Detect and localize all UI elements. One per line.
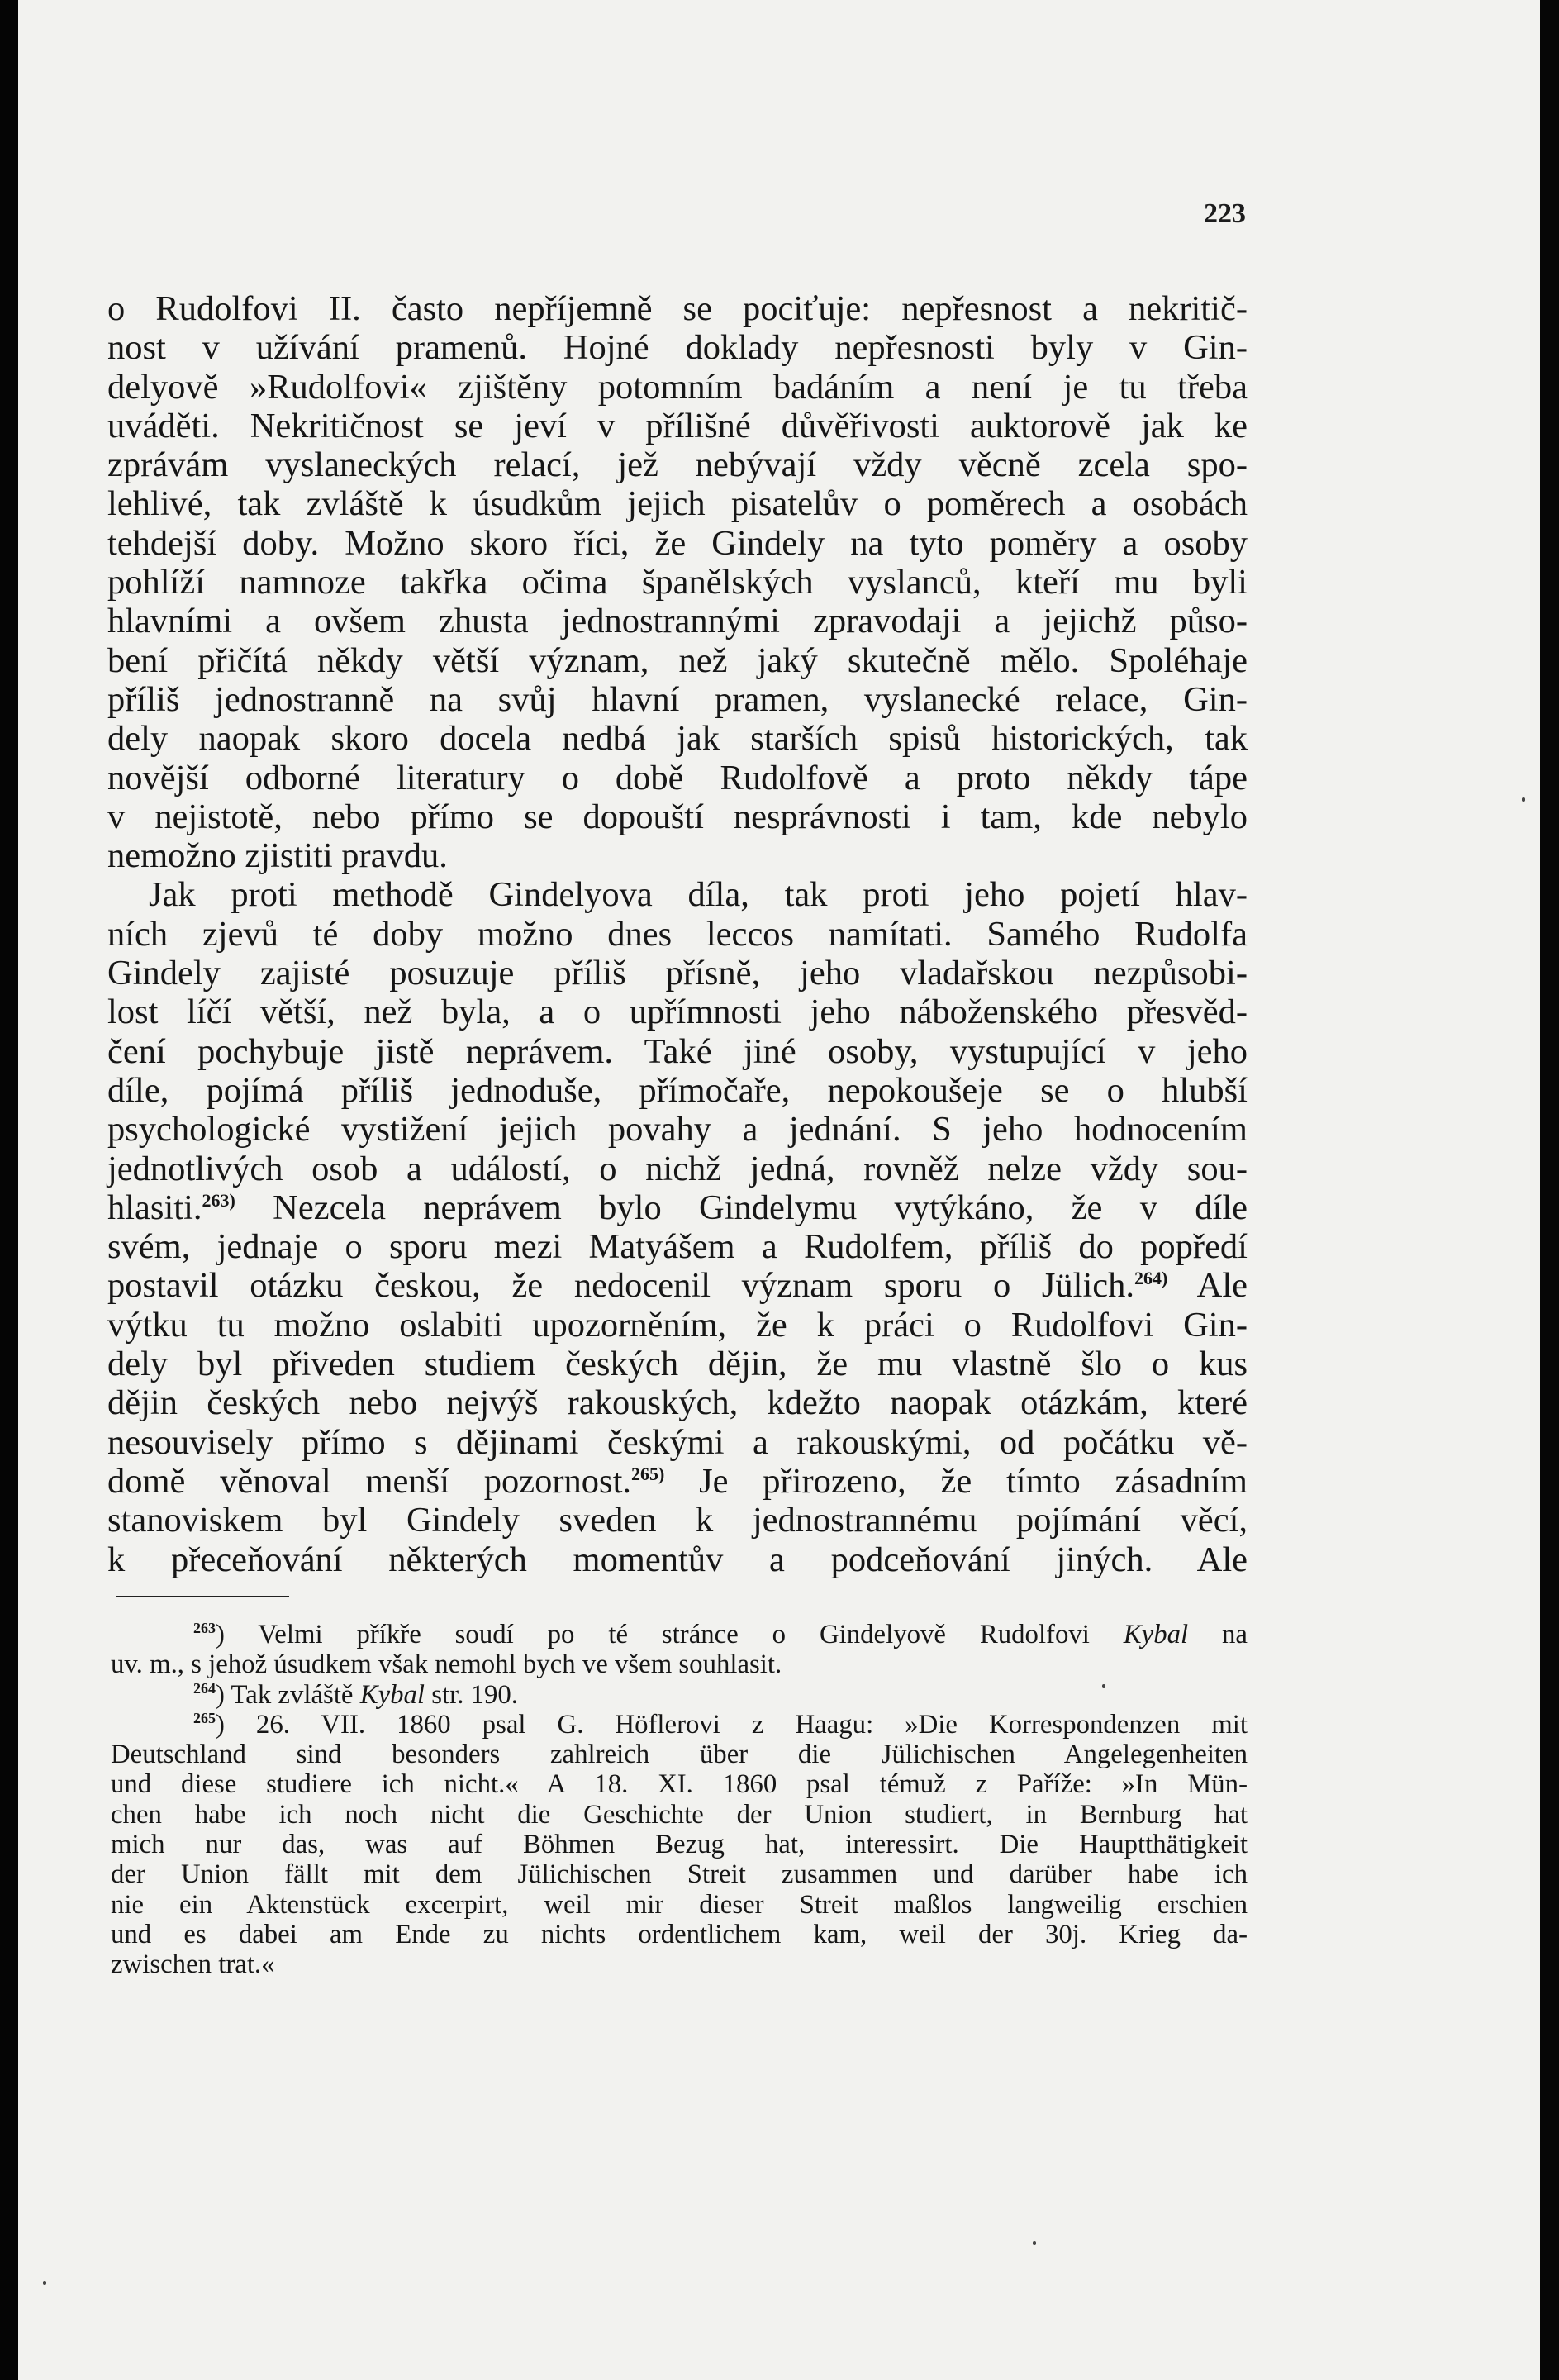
footnote-ref-265[interactable]: 265) <box>631 1463 665 1484</box>
footnote-line: nie ein Aktenstück excerpirt, weil mir dieser Streit maßlos langweilig erschien <box>111 1889 1248 1920</box>
footnote-text: ) 26. VII. 1860 psal G. Höflerovi z Haagu: »Die Korrespondenzen mit <box>216 1709 1248 1740</box>
text-line <box>107 1462 1248 1501</box>
footnote-line: und diese studiere ich nicht.« A 18. XI. 1860 psal témuž z Paříže: »In Mün- <box>111 1769 1248 1800</box>
text-line: výtku tu možno oslabiti upozorněním, že k práci o Rudolfovi Gin- <box>107 1305 1248 1345</box>
text-line: dely naopak skoro docela nedbá jak starších spisů historických, tak <box>107 719 1248 759</box>
text-line: nost v užívání pramenů. Hojné doklady nepřesnosti byly v Gin- <box>107 328 1248 368</box>
scan-left-edge <box>0 0 18 2380</box>
footnote-line: mich nur das, was auf Böhmen Bezug hat, interessirt. Die Hauptthätigkeit <box>111 1830 1248 1860</box>
footnote-text: str. 190. <box>425 1679 519 1710</box>
text-line <box>107 1266 1248 1305</box>
footnote-mark: 265 <box>193 1709 216 1726</box>
footnote-author: Kybal <box>1123 1620 1189 1649</box>
text-line: Gindely zajisté posuzuje příliš přísně, jeho vladařskou nezpůsobi- <box>107 954 1248 993</box>
text-line: dely byl přiveden studiem českých dějin, že mu vlastně šlo o kus <box>107 1345 1248 1384</box>
text-line: o Rudolfovi II. často nepříjemně se pociťuje: nepřesnost a nekritič- <box>107 289 1248 328</box>
footnotes <box>111 1620 1248 1980</box>
text-line: Jak proti methodě Gindelyova díla, tak proti jeho pojetí hlav- <box>149 875 1248 915</box>
text-line: dějin českých nebo nejvýš rakouských, kdežto naopak otázkám, které <box>107 1383 1248 1423</box>
text-line: díle, pojímá příliš jednoduše, přímočaře, nepokoušeje se o hlubší <box>107 1070 1248 1110</box>
text-line: delyově »Rudolfovi« zjištěny potomním badáním a není je tu třeba <box>107 367 1248 407</box>
footnote-text: ) Velmi příkře soudí po té stránce o Gindelyově Rudolfovi <box>216 1620 1124 1649</box>
text-line: jednotlivých osob a událostí, o nichž jedná, rovněž nelze vždy sou- <box>107 1149 1248 1188</box>
text-line: lost líčí větší, než byla, a o upřímnosti jeho náboženského přesvěd- <box>107 992 1248 1032</box>
text-line: lehlivé, tak zvláště k úsudkům jejich pisatelův o poměrech a osobách <box>107 484 1248 524</box>
footnote-line: und es dabei am Ende zu nichts ordentlichem kam, weil der 30j. Krieg da- <box>111 1919 1248 1949</box>
footnote-line: chen habe ich noch nicht die Geschichte der Union studiert, in Bernburg hat <box>111 1799 1248 1830</box>
footnote-author: Kybal <box>359 1679 425 1710</box>
scan-right-edge <box>1540 0 1559 2380</box>
text-line <box>107 1188 1248 1227</box>
text-line: svém, jednaje o sporu mezi Matyášem a Rudolfem, příliš do popředí <box>107 1227 1248 1267</box>
scan-speck <box>1102 1684 1105 1688</box>
text-fragment: Nezcela neprávem bylo Gindelymu vytýkáno, že v díle <box>235 1188 1248 1227</box>
text-line: novější odborné literatury o době Rudolfově a proto někdy tápe <box>107 758 1248 797</box>
footnote-265 <box>111 1710 1248 1740</box>
footnote-line: uv. m., s jehož úsudkem však nemohl bych ve všem souhlasit. <box>111 1649 782 1680</box>
text-line: k přeceňování některých momentův a podceňování jiných. Ale <box>107 1540 1248 1579</box>
scan-speck <box>1033 2241 1036 2245</box>
text-line: čení pochybuje jistě neprávem. Také jiné osoby, vystupující v jeho <box>107 1031 1248 1071</box>
footnote-text: ) Tak zvláště <box>216 1679 360 1710</box>
footnote-text: na <box>1188 1620 1248 1649</box>
footnote-263 <box>111 1620 1248 1649</box>
text-line: psychologické vystižení jejich povahy a jednání. S jeho hodnocením <box>107 1110 1248 1150</box>
text-fragment: hlasiti. <box>107 1188 202 1227</box>
text-line: tehdejší doby. Možno skoro říci, že Gindely na tyto poměry a osoby <box>107 523 1248 563</box>
book-page <box>18 0 1540 2380</box>
scan-speck <box>43 2281 46 2285</box>
text-line: příliš jednostranně na svůj hlavní pramen, vyslanecké relace, Gin- <box>107 679 1248 719</box>
text-line: ních zjevů té doby možno dnes leccos namítati. Samého Rudolfa <box>107 914 1248 954</box>
footnote-ref-264[interactable]: 264) <box>1134 1268 1168 1289</box>
text-line: bení přičítá někdy větší význam, než jaký skutečně mělo. Spoléhaje <box>107 640 1248 680</box>
footnote-line: der Union fällt mit dem Jülichischen Streit zusammen und darüber habe ich <box>111 1859 1248 1890</box>
main-text <box>107 289 1248 1579</box>
text-line: v nejistotě, nebo přímo se dopouští nesprávnosti i tam, kde nebylo <box>107 797 1248 836</box>
text-line: pohlíží namnoze takřka očima španělských vyslanců, kteří mu byli <box>107 563 1248 602</box>
text-fragment: domě věnoval menší pozornost. <box>107 1461 632 1501</box>
footnote-264 <box>111 1680 1248 1710</box>
scan-speck <box>1522 797 1525 802</box>
text-line: zprávám vyslaneckých relací, jež nebývají vždy věcně zcela spo- <box>107 445 1248 485</box>
text-fragment: Je přirozeno, že tímto zásadním <box>664 1461 1248 1501</box>
text-fragment: postavil otázku českou, že nedocenil význam sporu o Jülich. <box>107 1266 1134 1306</box>
footnote-line: Deutschland sind besonders zahlreich über die Jülichischen Angelegenheiten <box>111 1740 1248 1770</box>
footnote-mark: 264 <box>193 1679 216 1697</box>
footnote-divider <box>116 1596 289 1597</box>
text-line: uváděti. Nekritičnost se jeví v přílišné důvěřivosti auktorově jak ke <box>107 406 1248 445</box>
footnote-ref-263[interactable]: 263) <box>202 1189 235 1211</box>
text-line: nemožno zjistiti pravdu. <box>107 836 448 876</box>
text-line: nesouvisely přímo s dějinami českými a rakouskými, od počátku vě- <box>107 1422 1248 1462</box>
text-line: stanoviskem byl Gindely sveden k jednostrannému pojímání věcí, <box>107 1501 1248 1540</box>
page-number: 223 <box>1204 198 1246 229</box>
footnote-mark: 263 <box>193 1620 216 1637</box>
text-line: hlavními a ovšem zhusta jednostrannými zpravodaji a jejichž půso- <box>107 602 1248 641</box>
footnote-line: zwischen trat.« <box>111 1949 275 1980</box>
text-fragment: Ale <box>1167 1266 1248 1306</box>
